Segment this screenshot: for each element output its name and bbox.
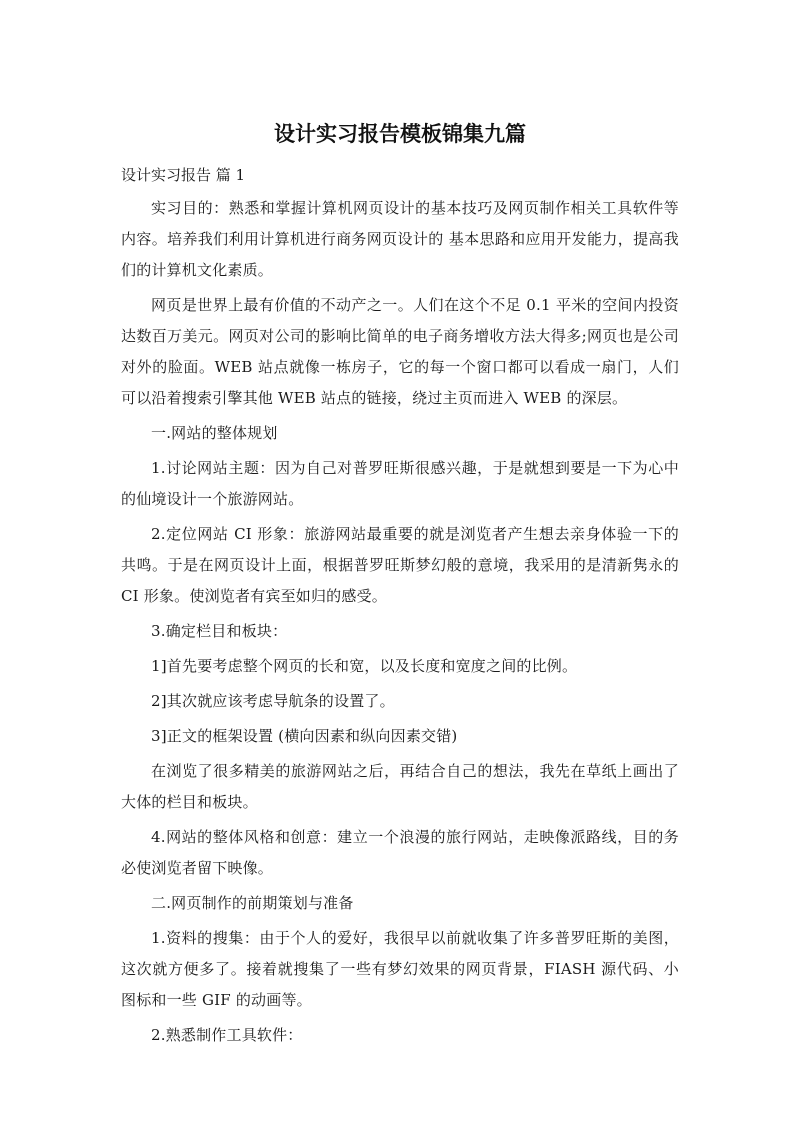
paragraph-ci-image: 2.定位网站 CI 形象：旅游网站最重要的就是浏览者产生想去亲身体验一下的共鸣。于是在网页设计上面，根据普罗旺斯梦幻般的意境，我采用的是清新隽永的 CI 形象。使浏览者有宾至如归的感受。 [121,525,679,605]
document-title: 设计实习报告模板锦集九篇 [274,122,526,146]
paragraph-tools: 2.熟悉制作工具软件： [151,1026,303,1044]
list-item-navbar: 2]其次就应该考虑导航条的设置了。 [151,692,395,710]
paragraph-style-creativity: 4.网站的整体风格和创意：建立一个浪漫的旅行网站，走映像派路线，目的务必使浏览者留下映像。 [121,828,679,877]
paragraph-sketch: 在浏览了很多精美的旅游网站之后，再结合自己的想法，我先在草纸上画出了大体的栏目和板块。 [121,762,679,811]
document-body [121,161,679,1055]
paragraph-materials: 1.资料的搜集：由于个人的爱好，我很早以前就收集了许多普罗旺斯的美图，这次就方便多了。接着就搜集了一些有梦幻效果的网页背景，FIASH 源代码、小图标和一些 GIF 的动画等。 [121,929,679,1009]
section-subheading: 设计实习报告 篇 1 [121,166,246,184]
paragraph-site-theme: 1.讨论网站主题：因为自己对普罗旺斯很感兴趣，于是就想到要是一下为心中的仙境设计一个旅游网站。 [121,459,679,508]
paragraph-webpage-value: 网页是世界上最有价值的不动产之一。人们在这个不足 0.1 平米的空间内投资达数百万美元。网页对公司的影响比简单的电子商务增收方法大得多;网页也是公司对外的脸面。WEB 站点就像一栋房子，它的每一个窗口都可以看成一扇门，人们可以沿着搜索引擎其他 WEB 站点的链接，绕过主页而进入 WEB 的深层。 [121,296,679,407]
section-heading-overall-plan: 一.网站的整体规划 [151,424,278,442]
section-heading-preparation: 二.网页制作的前期策划与准备 [151,894,354,912]
paragraph-purpose: 实习目的：熟悉和掌握计算机网页设计的基本技巧及网页制作相关工具软件等内容。培养我们利用计算机进行商务网页设计的 基本思路和应用开发能力，提高我们的计算机文化素质。 [121,199,679,279]
paragraph-columns-blocks: 3.确定栏目和板块： [151,622,288,640]
list-item-frame: 3]正文的框架设置 (横向因素和纵向因素交错) [151,727,458,745]
list-item-size: 1]首先要考虑整个网页的长和宽，以及长度和宽度之间的比例。 [151,657,578,675]
